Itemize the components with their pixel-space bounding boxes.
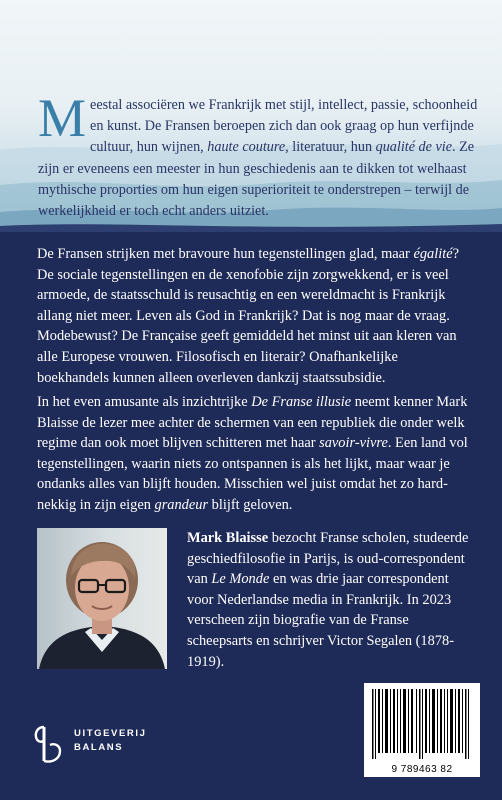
blurb-paragraph-1: [37, 244, 471, 388]
author-bio-text: en was drie jaar correspondent voor Nederlandse media in Frankrijk. In 2023 verscheen zijn biografie van de Franse scheepsarts en schrijver Victor Segalen (1878-1919).: [187, 571, 455, 670]
paragraph-italic: savoir-vivre: [319, 435, 388, 452]
intro-text: . Ze zijn er eveneens een meester in hun geschiedenis aan te dikken tot welhaast mythische proporties om hun eigen superioriteit te onderstrepen – terwijl de werkelijkheid er toch echt anders uitziet.: [38, 139, 475, 220]
paragraph-text: De Fransen strijken met bravoure hun tegenstellingen glad, maar: [37, 246, 414, 262]
publisher-name: [74, 727, 147, 755]
publisher-logo-icon: [30, 723, 70, 770]
intro-italic: haute couture: [207, 139, 286, 156]
blurb-paragraph-2: [37, 392, 471, 516]
intro-text: , literatuur, hun: [285, 139, 376, 156]
author-name: Mark Blaisse: [187, 530, 269, 546]
paragraph-italic: égalité: [413, 246, 453, 262]
intro-italic: qualité de vie: [375, 139, 453, 156]
intro-paragraph: [38, 88, 478, 222]
paragraph-text: . Een land vol tegenstellingen, waarin niets zo ontspannen is als het lijkt, maar waar je ondanks alles van blijft houden. Misschien wel juist omdat het zo hardnekkig in zijn eigen: [37, 435, 468, 513]
barcode-bars: [364, 683, 480, 763]
author-portrait-illustration: [37, 528, 167, 669]
author-bio-text: bezocht Franse scholen, studeerde geschiedfilosofie in Parijs, is oud-correspondent van: [187, 530, 469, 588]
publisher-line-2: BALANS: [74, 742, 124, 753]
paragraph-text: blijft geloven.: [208, 496, 293, 513]
paragraph-text: In het even amusante als inzichtrijke: [37, 394, 252, 410]
isbn-barcode: [364, 683, 480, 777]
drop-cap: M: [38, 88, 87, 148]
intro-text: eestal associëren we Frankrijk met stijl, intellect, passie, schoonheid en kunst. De Fransen beroepen zich dan ook graag op hun verfijnde cultuur, hun wijnen,: [90, 97, 478, 156]
author-photo: [37, 528, 167, 669]
publisher-line-1: UITGEVERIJ: [74, 728, 147, 739]
isbn-number: 9 789463 82: [391, 764, 453, 775]
newspaper-title-italic: Le Monde: [211, 571, 270, 588]
book-title-italic: De Franse illusie: [251, 394, 352, 410]
paragraph-text: neemt kenner Mark Blaisse de lezer mee achter de schermen van een republiek die onder welk regime dan ook moet blijven schitteren met haar: [37, 394, 468, 452]
paragraph-italic: grandeur: [154, 496, 209, 513]
author-bio: [187, 528, 473, 672]
paragraph-text: ? De sociale tegenstellingen en de xenofobie zijn zorgwekkend, er is veel armoede, de staatsschuld is reusachtig en een wereldmacht is Frankrijk allang niet meer. Leven als God in Frankrijk? Dat is nog maar de vraag. Modebewust? De Française geeft gemiddeld het minst uit aan kleren van alle Europese vrouwen. Filosofisch en literair? Onafhankelijke boekhandels kunnen alleen overleven dankzij staatssubsidie.: [37, 246, 460, 386]
